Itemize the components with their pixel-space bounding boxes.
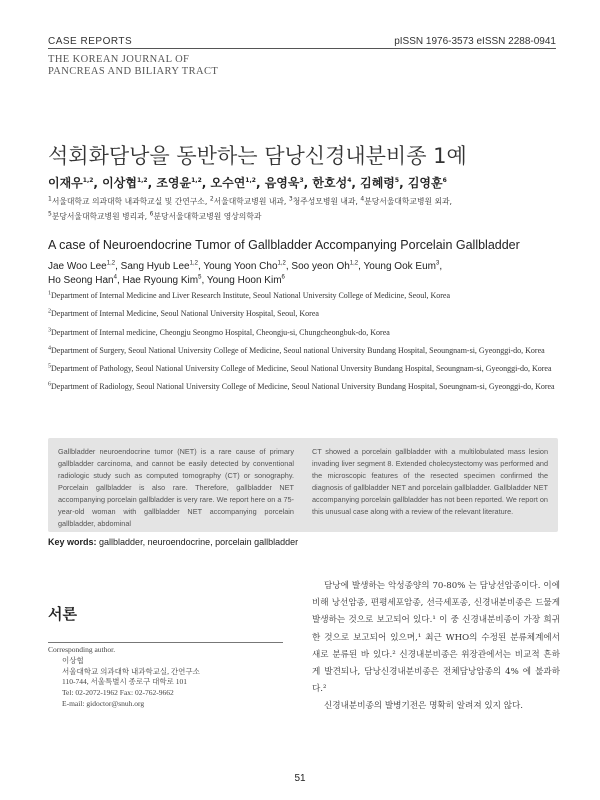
title-english: A case of Neuroendocrine Tumor of Gallbladder Accompanying Porcelain Gallbladder: [48, 238, 520, 252]
author-affiliation-mark: 1,2: [191, 177, 202, 184]
author-affiliation-mark: 1,2: [136, 177, 148, 184]
keywords-text: gallbladder, neuroendocrine, porcelain gallbladder: [99, 537, 299, 547]
author-affiliation-mark: 5: [198, 274, 202, 281]
author-name: Jae Woo Lee: [48, 261, 107, 272]
author-affiliation-mark: 4: [113, 274, 117, 281]
author-name: Young Ook Eum: [363, 261, 436, 272]
issn-label: pISSN 1976-3573 eISSN 2288-0941: [394, 36, 556, 47]
section-label: CASE REPORTS: [48, 36, 133, 47]
journal-line-2: PANCREAS AND BILIARY TRACT: [48, 66, 219, 77]
affiliation-item: [48, 363, 568, 375]
abstract-box: [48, 438, 558, 532]
affiliation-text: Department of Internal Medicine and Liver Research Institute, Seoul National University College of Medicine, Seoul, Korea: [51, 291, 450, 300]
author-name: Young Hoon Kim: [206, 275, 282, 286]
correspondence-affiliation: 서울대학교 의과대학 내과학교실, 간연구소: [62, 666, 200, 676]
affiliation-mark: 3: [48, 326, 51, 333]
affiliation-mark: 5: [48, 210, 52, 218]
section-heading: 서론: [48, 605, 77, 623]
affiliations-english: [48, 290, 568, 400]
author-affiliation-mark: 1,2: [349, 260, 359, 267]
body-text: [312, 578, 560, 716]
abstract-right-column: CT showed a porcelain gallbladder with a multilobulated mass lesion invading liver segment 8. Extended cholecystectomy was performed and the microscopic features of the resected specimen confirmed the diagnosis of gallbladder NET and porcelain gallbladder. Gallbladder NET accompanying porcelain gallbladder has not been reported. We report on this unusual case along with a review of the relevant literature.: [312, 447, 548, 516]
correspondence-block: [48, 645, 283, 710]
correspondence-address: 110-744, 서울특별시 종로구 대학로 101: [62, 677, 188, 687]
body-paragraph-2: 신경내분비종의 발병기전은 명확히 알려져 있지 않다.: [324, 701, 524, 712]
affiliation-mark: 6: [48, 381, 51, 388]
affiliation-mark: 4: [360, 195, 365, 203]
affiliation-text: 청주성모병원 내과,: [292, 197, 358, 206]
author-affiliation-mark: 6: [442, 177, 447, 184]
affiliation-text: Department of Surgery, Seoul National University College of Medicine, Seoul national University Bundang Hospital, Seoungnam-si, Gyeonggi-do, Korea: [51, 345, 545, 355]
affiliation-text: Department of Radiology, Seoul National University College of Medicine, Seoul National University Bundang Hospital, Soeungnam-si, Gyeonggi-do, Korea: [51, 382, 555, 392]
affiliations-korean: [48, 194, 568, 224]
affiliation-text: Department of Pathology, Seoul National University College of Medicine, Seoul National Unversity Bundang Hospital, Seoungnam-si, Gyeonggi-do, Korea: [51, 364, 552, 374]
affiliation-text: Department of Internal Medicine, Seoul National University Hospital, Seoul, Korea: [51, 309, 319, 319]
journal-name: [48, 54, 218, 78]
correspondence-phone: Tel: 02-2072-1962 Fax: 02-762-9662: [62, 688, 174, 698]
affiliation-mark: 1: [48, 195, 52, 203]
author-affiliation-mark: 1,2: [82, 177, 94, 184]
affiliation-item: [48, 308, 568, 320]
author-affiliation-mark: 3: [299, 177, 304, 184]
correspondence-email: E-mail: gidoctor@snuh.org: [62, 698, 145, 708]
author-name: 오수연: [210, 176, 246, 190]
author-affiliation-mark: 3: [435, 260, 440, 267]
affiliation-text: 서울대학교 의과대학 내과학교실 및 간연구소,: [51, 197, 208, 206]
correspondence-label: Corresponding author.: [48, 645, 116, 654]
affiliation-mark: 5: [48, 363, 51, 370]
author-name: 조영윤: [156, 176, 192, 190]
affiliation-mark: 3: [288, 195, 293, 203]
author-name: 김영훈: [407, 176, 443, 190]
author-affiliation-mark: 5: [394, 177, 400, 184]
affiliation-text: 분당서울대학교병원 영상의학과: [153, 212, 262, 221]
keywords-label: Key words:: [48, 537, 97, 547]
author-name: Soo yeon Oh: [291, 261, 350, 272]
author-name: 이상협: [102, 176, 137, 190]
affiliation-mark: 6: [149, 210, 154, 218]
correspondence-divider: [48, 642, 283, 643]
author-affiliation-mark: 4: [347, 177, 352, 184]
page-number: 51: [294, 773, 306, 784]
keywords: [48, 537, 298, 547]
authors-korean: 이재우$^{1,2}$, 이상협$^{1,2}$, 조영윤$^{1,2}$, 오수연$^{1,2}$, 음영욱$^3$, 한호성$^4$, 김혜령$^5$, 김영훈$^6$: [48, 176, 447, 190]
author-affiliation-mark: 1,2: [106, 260, 116, 267]
author-affiliation-mark: 1,2: [277, 260, 286, 267]
affiliation-mark: 2: [209, 195, 214, 203]
affiliation-text: 서울대학교병원 내과,: [213, 197, 287, 206]
title-korean: 석회화담낭을 동반하는 담낭신경내분비종 1예: [48, 144, 467, 168]
author-affiliation-mark: 1,2: [189, 260, 198, 267]
affiliation-item: [48, 345, 568, 357]
affiliation-text: 분당서울대학교병원 외과,: [364, 197, 453, 206]
author-name: Ho Seong Han: [48, 275, 114, 286]
author-name: 이재우: [48, 176, 83, 190]
affiliation-text: 분당서울대학교병원 병리과,: [51, 212, 148, 221]
authors-english: Jae Woo Lee$^{1,2}$, Sang Hyub Lee$^{1,2}$, Young Yoon Cho$^{1,2}$, Soo yeon Oh$^{1,2}$, Young Ook Eum$^3$, Ho Seong Han$^4$, Hae Ryoung Kim$^5$, Young Hoon Kim$^6$: [48, 260, 443, 286]
affiliation-mark: 1: [48, 290, 51, 297]
author-name: 김혜령: [360, 176, 395, 190]
affiliation-mark: 4: [48, 345, 51, 352]
author-name: 한호성: [312, 176, 348, 190]
affiliation-mark: 2: [48, 308, 51, 315]
affiliation-item: [48, 381, 568, 393]
author-affiliation-mark: 6: [281, 274, 285, 281]
body-paragraph-1: 담낭에 발생하는 악성종양의 70-80% 는 담낭선암종이다. 이에 비해 낭선암종, 편평세포암종, 선극세포종, 신경내분비종은 드물게 발생하는 것으로 보고되어 있다.¹ 이 중 신경내분비종이 가장 희귀한 것으로 보고되어 있으며,¹ 최근 WHO의 수정된 분류체계에서 새로 분류된 바 있다.² 신경내분비종은 위장관에서는 비교적 흔하게 발견되나, 담낭신경내분비종은 전체담낭암종의 4% 에 불과하다.²: [312, 581, 560, 695]
author-name: Sang Hyub Lee: [120, 261, 190, 272]
affiliation-item: [48, 327, 568, 339]
author-affiliation-mark: 1,2: [245, 177, 256, 184]
affiliation-item: [48, 290, 568, 302]
abstract-left-column: Gallbladder neuroendocrine tumor (NET) is a rare cause of primary gallbladder carcinoma, and cannot be easily detected by conventional radiologic study such as computed tomography (CT) or sonography. Porcelain gallbladder is also rare. Therefore, gallbladder NET accompanying porcelain gallbladder is very rare. We report here on a 75-year-old woman with gallbladder NET accompanying porcelain gallbladder, abdominal: [58, 447, 294, 528]
header-divider: [48, 48, 556, 49]
correspondence-name: 이상협: [62, 655, 84, 665]
author-name: Hae Ryoung Kim: [122, 275, 199, 286]
author-name: 음영욱: [264, 176, 300, 190]
journal-line-1: THE KOREAN JOURNAL OF: [48, 54, 190, 65]
author-name: Young Yoon Cho: [203, 261, 278, 272]
affiliation-text: Department of Internal medicine, Cheongju Seongmo Hospital, Cheongju-si, Chungcheongbuk-do, Korea: [51, 327, 390, 337]
